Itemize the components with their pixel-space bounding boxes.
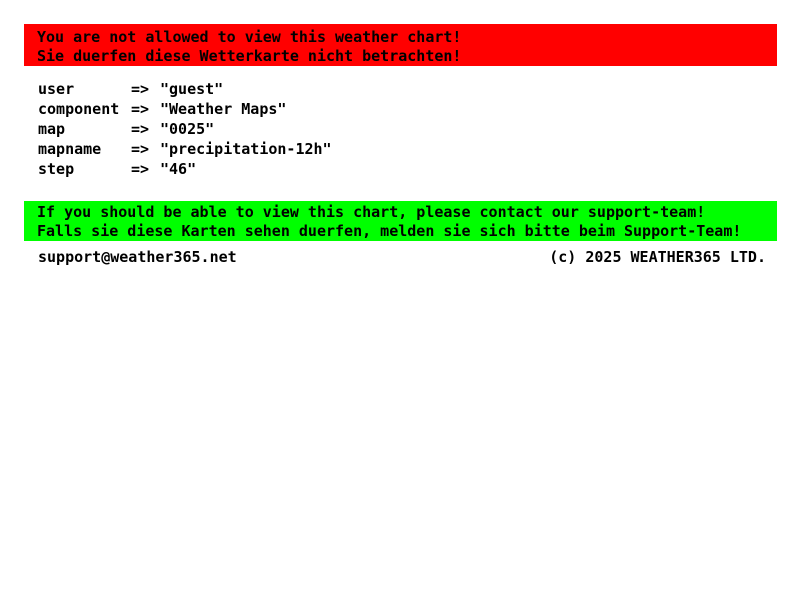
- param-value: "0025": [160, 120, 215, 138]
- param-row-component: [38, 99, 332, 119]
- error-message-en: You are not allowed to view this weather chart!: [37, 28, 462, 46]
- support-message-en: If you should be able to view this chart, please contact our support-team!: [37, 203, 706, 221]
- param-arrow: =>: [131, 140, 150, 158]
- param-value: "Weather Maps": [160, 100, 287, 118]
- support-email: support@weather365.net: [38, 248, 237, 266]
- support-banner: [24, 201, 777, 241]
- param-value: "precipitation-12h": [160, 140, 332, 158]
- footer: [38, 247, 766, 267]
- param-row-step: [38, 159, 332, 179]
- param-row-user: [38, 79, 332, 99]
- param-key: step: [38, 160, 75, 178]
- param-row-mapname: [38, 139, 332, 159]
- copyright-notice: (c) 2025 WEATHER365 LTD.: [549, 248, 766, 266]
- param-key: component: [38, 100, 120, 118]
- param-value: "guest": [160, 80, 224, 98]
- param-row-map: [38, 119, 332, 139]
- param-key: user: [38, 80, 75, 98]
- param-value: "46": [160, 160, 197, 178]
- param-arrow: =>: [131, 160, 150, 178]
- error-banner: [24, 24, 777, 66]
- support-message-de: Falls sie diese Karten sehen duerfen, melden sie sich bitte beim Support-Team!: [37, 222, 742, 240]
- param-arrow: =>: [131, 120, 150, 138]
- error-message-de: Sie duerfen diese Wetterkarte nicht betrachten!: [37, 47, 462, 65]
- request-params: [38, 79, 332, 179]
- param-key: map: [38, 120, 66, 138]
- param-arrow: =>: [131, 100, 150, 118]
- param-key: mapname: [38, 140, 102, 158]
- param-arrow: =>: [131, 80, 150, 98]
